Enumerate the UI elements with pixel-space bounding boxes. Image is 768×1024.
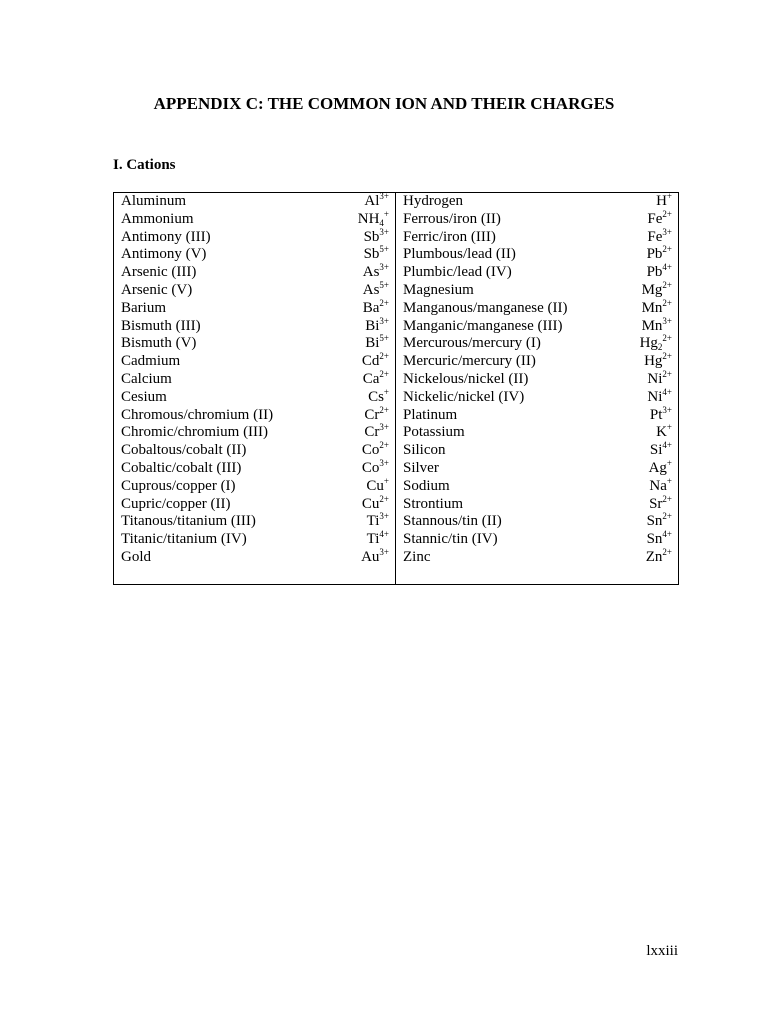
ion-charge: 2+	[662, 511, 672, 522]
ion-symbol: Sb	[363, 228, 380, 245]
ion-name: Bismuth (V)	[121, 335, 197, 352]
ion-symbol: Hg	[644, 353, 663, 370]
ion-charge: 3+	[379, 511, 389, 522]
ion-charge: 2+	[379, 440, 389, 451]
ion-row	[121, 442, 389, 460]
ion-symbol: Cs	[368, 388, 384, 405]
ion-row	[403, 226, 672, 247]
ion-formula	[357, 208, 389, 229]
ion-name: Antimony (V)	[121, 246, 207, 263]
ion-row	[121, 353, 389, 371]
ion-name: Ferrous/iron (II)	[403, 210, 501, 227]
ion-symbol: Sn	[646, 513, 663, 530]
ion-name: Platinum	[403, 406, 458, 423]
ion-charge: +	[383, 386, 389, 397]
ion-charge: 3+	[379, 226, 389, 237]
ion-symbol: Na	[649, 477, 667, 494]
ion-symbol: Mn	[641, 317, 663, 334]
ion-charge: 3+	[379, 422, 389, 433]
ion-row	[403, 246, 672, 264]
ion-charge: 4+	[662, 529, 672, 540]
ion-row	[121, 297, 389, 318]
ion-name: Chromic/chromium (III)	[121, 424, 269, 441]
ion-row	[403, 368, 672, 389]
ion-symbol: Ca	[362, 370, 380, 387]
section-heading-cations: I. Cations	[113, 157, 176, 173]
ion-name: Hydrogen	[403, 193, 463, 209]
ion-row	[121, 193, 389, 211]
ion-charge: 4+	[662, 440, 672, 451]
ion-charge: 2+	[662, 279, 672, 290]
ion-charge: 4+	[379, 529, 389, 540]
ion-symbol: Sr	[649, 495, 663, 512]
ion-row	[403, 279, 672, 300]
ion-name: Nickelic/nickel (IV)	[403, 388, 525, 405]
ion-symbol: Zn	[645, 548, 663, 565]
ion-name: Cobaltous/cobalt (II)	[121, 442, 247, 459]
ion-symbol: Ag	[648, 459, 667, 476]
ion-name: Manganic/manganese (III)	[403, 317, 563, 334]
ion-name: Calcium	[121, 370, 172, 387]
ion-charge: 5+	[379, 279, 389, 290]
ion-charge: 2+	[662, 546, 672, 557]
ion-row	[403, 208, 672, 229]
ion-symbol: Co	[361, 459, 380, 476]
ion-symbol: Bi	[365, 317, 380, 334]
page-number: lxxiii	[646, 943, 678, 959]
ion-charge: +	[383, 208, 389, 219]
ion-name: Ferric/iron (III)	[403, 228, 496, 245]
ion-name: Bismuth (III)	[121, 317, 201, 334]
ion-formula	[361, 546, 389, 567]
ion-symbol: Pb	[646, 246, 663, 263]
ion-symbol: Mn	[641, 299, 663, 316]
ion-row	[403, 531, 672, 549]
ion-formula	[647, 386, 672, 407]
ion-charge: 4+	[662, 262, 672, 273]
ion-charge: +	[666, 457, 672, 468]
ion-name: Silver	[403, 459, 439, 476]
ion-charge: +	[666, 191, 672, 201]
ion-name: Manganous/manganese (II)	[403, 299, 568, 316]
ion-charge: 2+	[379, 493, 389, 504]
ion-symbol: Sn	[646, 531, 663, 548]
ion-row	[403, 335, 672, 353]
ion-symbol: Fe	[647, 210, 663, 227]
ion-row	[121, 531, 389, 549]
ion-row	[121, 264, 389, 282]
ion-formula	[368, 386, 389, 407]
ion-charge: 2+	[662, 244, 672, 255]
ion-symbol: Cd	[361, 353, 380, 370]
ion-charge: +	[383, 475, 389, 486]
ion-symbol: Ni	[647, 370, 663, 387]
ion-charge: 3+	[379, 546, 389, 557]
ion-charge: 3+	[662, 226, 672, 237]
ion-formula	[649, 475, 672, 496]
ion-row	[403, 353, 672, 371]
ion-charge: 2+	[379, 351, 389, 362]
ion-row	[403, 315, 672, 336]
ion-symbol: Ni	[647, 388, 663, 405]
ion-symbol: Fe	[647, 228, 663, 245]
ion-name: Chromous/chromium (II)	[121, 406, 274, 423]
ion-symbol: Bi	[365, 335, 380, 352]
ion-name: Magnesium	[403, 281, 474, 298]
ion-subscript: 4	[379, 217, 384, 228]
ion-name: Sodium	[403, 477, 450, 494]
ion-name: Plumbous/lead (II)	[403, 246, 516, 263]
ion-row	[121, 404, 389, 425]
ion-row	[403, 386, 672, 407]
ion-symbol: Pt	[649, 406, 663, 423]
ion-row	[121, 424, 389, 442]
ion-name: Cobaltic/cobalt (III)	[121, 459, 242, 476]
ion-charge: 2+	[379, 297, 389, 308]
ion-charge: 3+	[379, 457, 389, 468]
ion-row	[403, 513, 672, 531]
ion-formula	[647, 208, 672, 229]
ion-symbol: NH	[357, 210, 380, 227]
ion-row	[121, 546, 389, 567]
ion-row	[121, 279, 389, 300]
ion-name: Stannic/tin (IV)	[403, 531, 498, 548]
ion-charge: 2+	[662, 297, 672, 308]
ion-row	[403, 193, 672, 211]
ion-charge: 5+	[379, 244, 389, 255]
ion-row	[121, 368, 389, 389]
cations-column-left	[114, 193, 396, 584]
ion-name: Cesium	[121, 388, 167, 405]
ion-symbol: Cr	[364, 424, 380, 441]
ion-symbol: Ba	[362, 299, 380, 316]
ion-name: Plumbic/lead (IV)	[403, 264, 512, 281]
ion-name: Arsenic (III)	[121, 264, 197, 281]
ion-name: Arsenic (V)	[121, 281, 193, 298]
ion-symbol: H	[656, 193, 667, 209]
ion-row	[121, 457, 389, 478]
ion-charge: 2+	[379, 404, 389, 415]
ion-row	[403, 404, 672, 425]
ion-name: Gold	[121, 548, 151, 565]
ion-charge: 3+	[379, 262, 389, 273]
ion-charge: 3+	[662, 315, 672, 326]
ion-row	[403, 297, 672, 318]
ion-name: Potassium	[403, 424, 465, 441]
ion-charge: 5+	[379, 333, 389, 344]
ion-symbol: Ti	[366, 513, 380, 530]
ion-formula	[645, 546, 672, 567]
ion-charge: 4+	[662, 386, 672, 397]
ion-row	[121, 208, 389, 229]
ion-symbol: Pb	[646, 264, 663, 281]
ion-name: Nickelous/nickel (II)	[403, 370, 529, 387]
ion-symbol: Si	[649, 442, 663, 459]
ion-charge: 2+	[379, 368, 389, 379]
ion-symbol: Cu	[366, 477, 384, 494]
ion-row	[403, 546, 672, 567]
ion-name: Stannous/tin (II)	[403, 513, 502, 530]
ion-charge: +	[666, 422, 672, 433]
ion-row	[403, 424, 672, 442]
ion-name: Cadmium	[121, 353, 181, 370]
ion-row	[403, 442, 672, 460]
ion-row	[121, 315, 389, 336]
ion-symbol: Sb	[363, 246, 380, 263]
ion-row	[121, 475, 389, 496]
ion-symbol: Mg	[641, 281, 663, 298]
ion-symbol: Au	[361, 548, 380, 565]
ion-row	[121, 513, 389, 531]
ion-symbol: Cu	[361, 495, 380, 512]
ion-symbol: Co	[361, 442, 380, 459]
ion-row	[121, 226, 389, 247]
ion-name: Silicon	[403, 442, 446, 459]
ion-row	[403, 493, 672, 514]
ion-row	[403, 264, 672, 282]
ion-row	[121, 335, 389, 353]
ion-name: Mercurous/mercury (I)	[403, 335, 541, 352]
ion-name: Cuprous/copper (I)	[121, 477, 236, 494]
ion-symbol: Al	[364, 193, 380, 209]
ion-symbol: As	[362, 281, 380, 298]
ion-charge: 2+	[662, 333, 672, 344]
ion-row	[403, 457, 672, 478]
ion-charge: 2+	[662, 368, 672, 379]
ion-name: Mercuric/mercury (II)	[403, 353, 536, 370]
ion-symbol: As	[362, 264, 380, 281]
ion-row	[121, 493, 389, 514]
ion-charge: 2+	[662, 208, 672, 219]
ion-name: Strontium	[403, 495, 464, 512]
ion-formula	[641, 297, 672, 318]
ion-formula	[366, 475, 389, 496]
ion-name: Titanous/titanium (III)	[121, 513, 256, 530]
ion-name: Aluminum	[121, 193, 187, 209]
ion-row	[403, 475, 672, 496]
ion-charge: +	[666, 475, 672, 486]
ion-symbol: K	[656, 424, 667, 441]
ion-row	[121, 386, 389, 407]
cations-column-right	[396, 193, 678, 584]
cations-table	[113, 192, 679, 585]
ion-charge: 3+	[662, 404, 672, 415]
ion-charge: 3+	[379, 315, 389, 326]
ion-charge: 2+	[662, 493, 672, 504]
ion-name: Cupric/copper (II)	[121, 495, 231, 512]
ion-name: Titanic/titanium (IV)	[121, 531, 247, 548]
ion-symbol: Ti	[366, 531, 380, 548]
ion-formula	[362, 297, 389, 318]
document-title: APPENDIX C: THE COMMON ION AND THEIR CHARGES	[153, 94, 615, 113]
ion-name: Antimony (III)	[121, 228, 211, 245]
ion-name: Barium	[121, 299, 166, 316]
ion-charge: 2+	[662, 351, 672, 362]
ion-name: Zinc	[403, 548, 431, 565]
ion-subscript: 2	[657, 342, 663, 353]
ion-charge: 3+	[379, 191, 389, 201]
ion-name: Ammonium	[121, 210, 194, 227]
ion-row	[121, 246, 389, 264]
ion-symbol: Hg	[639, 335, 658, 352]
ion-symbol: Cr	[364, 406, 380, 423]
